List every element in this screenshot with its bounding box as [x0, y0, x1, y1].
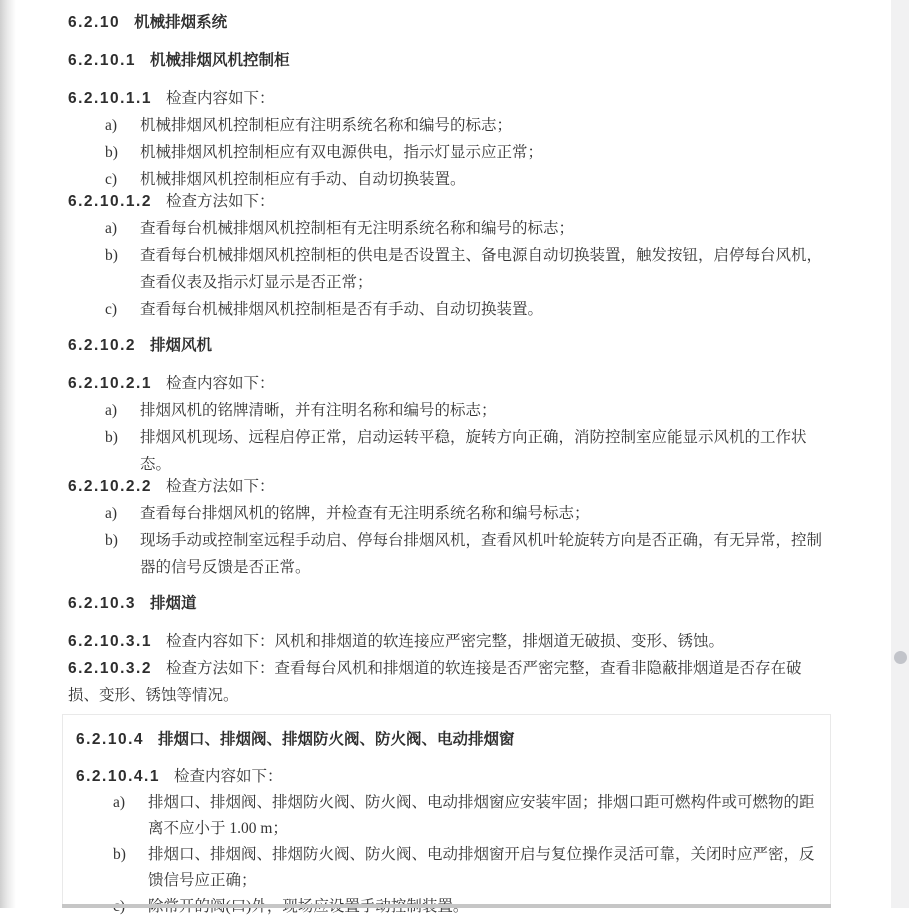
list-item [76, 790, 816, 842]
section-heading-6-2-10-4 [76, 727, 816, 753]
list-marker: c) [105, 301, 118, 318]
list-marker: b) [105, 532, 118, 549]
clause-text: 检查内容如下：风机和排烟道的软连接应严密完整，排烟道无破损、变形、锈蚀。 [165, 633, 724, 650]
document-body [68, 9, 830, 709]
list-marker: b) [105, 144, 118, 161]
clause-number: 6.2.10.1 [68, 52, 137, 69]
clause-title: 排烟口、排烟阀、排烟防火阀、防火阀、电动排烟窗 [158, 731, 515, 748]
section-heading-6-2-10 [68, 9, 830, 36]
clause-number: 6.2.10.3 [68, 595, 137, 612]
clause-number: 6.2.10.1.2 [68, 193, 152, 210]
list-item [68, 215, 830, 242]
clause-number: 6.2.10.2.2 [68, 478, 152, 495]
list-marker: a) [105, 220, 118, 237]
list-item [68, 112, 830, 139]
list-item [68, 296, 830, 323]
clause-number: 6.2.10.3.2 [68, 660, 152, 677]
list-item [68, 424, 830, 478]
list-marker: a) [105, 505, 118, 522]
list-marker: a) [113, 794, 126, 811]
list-text: 排烟风机现场、远程启停正常，启动运转平稳，旋转方向正确，消防控制室应能显示风机的工作状态。 [140, 429, 807, 473]
list-marker: c) [105, 171, 118, 188]
list-text: 排烟口、排烟阀、排烟防火阀、防火阀、电动排烟窗开启与复位操作灵活可靠，关闭时应严密，反馈信号应正确； [148, 846, 815, 889]
clause-number: 6.2.10.4 [76, 731, 145, 748]
clause-text: 检查方法如下： [165, 193, 275, 210]
clause-number: 6.2.10.2.1 [68, 375, 152, 392]
clause-title: 机械排烟系统 [134, 14, 228, 31]
scrollbar-track[interactable] [891, 0, 909, 908]
clause-title: 机械排烟风机控制柜 [150, 52, 290, 69]
list-marker: a) [105, 402, 118, 419]
list-item [68, 500, 830, 527]
list-text: 查看每台机械排烟风机控制柜有无注明系统名称和编号的标志； [140, 220, 575, 237]
clause-number: 6.2.10.4.1 [76, 768, 160, 785]
clause-paragraph [68, 655, 830, 709]
clause-text: 检查内容如下： [165, 90, 275, 107]
section-heading-6-2-10-1 [68, 47, 830, 74]
scrollbar-thumb[interactable] [894, 651, 907, 664]
list-item [68, 527, 830, 581]
clause-text: 检查内容如下： [165, 375, 275, 392]
list-text: 排烟风机的铭牌清晰，并有注明名称和编号的标志； [140, 402, 497, 419]
clause-line [68, 85, 830, 112]
clause-number: 6.2.10.3.1 [68, 633, 152, 650]
clause-number: 6.2.10.1.1 [68, 90, 152, 107]
clause-text: 检查方法如下：查看每台风机和排烟道的软连接是否严密完整，查看非隐蔽排烟道是否存在破损、变形、锈蚀等情况。 [68, 660, 802, 704]
page-bottom-divider [62, 904, 831, 908]
clause-title: 排烟道 [150, 595, 197, 612]
list-item [68, 139, 830, 166]
list-item [76, 842, 816, 894]
list-marker: a) [105, 117, 118, 134]
list-marker: b) [105, 247, 118, 264]
list-item [68, 166, 830, 193]
section-heading-6-2-10-3 [68, 590, 830, 617]
list-text: 查看每台排烟风机的铭牌，并检查有无注明系统名称和编号标志； [140, 505, 590, 522]
clause-line [76, 764, 816, 790]
clause-title: 排烟风机 [150, 337, 213, 354]
section-heading-6-2-10-2 [68, 332, 830, 359]
list-text: 现场手动或控制室远程手动启、停每台排烟风机，查看风机叶轮旋转方向是否正确，有无异常，控制器的信号反馈是否正常。 [140, 532, 823, 576]
list-text: 机械排烟风机控制柜应有注明系统名称和编号的标志； [140, 117, 513, 134]
page-edge-shadow [0, 0, 16, 908]
clause-number: 6.2.10.2 [68, 337, 137, 354]
list-text: 查看每台机械排烟风机控制柜是否有手动、自动切换装置。 [140, 301, 544, 318]
highlight-card-section-6-2-10-4 [62, 714, 831, 908]
list-item [68, 242, 830, 296]
clause-text: 检查方法如下： [165, 478, 275, 495]
list-text: 机械排烟风机控制柜应有双电源供电，指示灯显示应正常； [140, 144, 544, 161]
clause-number: 6.2.10 [68, 14, 121, 31]
clause-line [68, 370, 830, 397]
clause-text: 检查内容如下： [173, 768, 283, 785]
list-text: 查看每台机械排烟风机控制柜的供电是否设置主、备电源自动切换装置，触发按钮，启停每台风机，查看仪表及指示灯显示是否正常； [140, 247, 823, 291]
list-text: 排烟口、排烟阀、排烟防火阀、防火阀、电动排烟窗应安装牢固；排烟口距可燃构件或可燃物的距离不应小于 1.00 m； [148, 794, 815, 837]
list-marker: b) [113, 846, 126, 863]
list-text: 机械排烟风机控制柜应有手动、自动切换装置。 [140, 171, 466, 188]
list-marker: b) [105, 429, 118, 446]
clause-paragraph [68, 628, 830, 655]
list-item [68, 397, 830, 424]
